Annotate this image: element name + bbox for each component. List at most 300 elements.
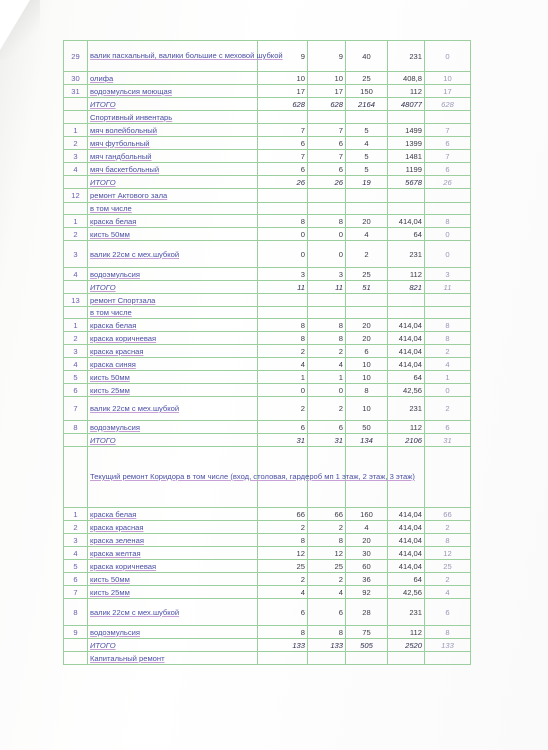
table-row (64, 358, 471, 371)
quantity-cell: 50 (346, 421, 388, 434)
item-name-cell: ремонт Спортзала (88, 294, 258, 307)
qty-actual-cell: 2 (308, 521, 346, 534)
quantity-cell: 2 (346, 241, 388, 268)
balance-cell: 7 (425, 124, 471, 137)
balance-cell (425, 307, 471, 319)
quantity-cell: 10 (346, 397, 388, 421)
qty-actual-cell: 0 (308, 384, 346, 397)
balance-cell: 8 (425, 332, 471, 345)
qty-actual-cell (308, 294, 346, 307)
qty-actual-cell: 7 (308, 150, 346, 163)
qty-actual-cell: 0 (308, 228, 346, 241)
qty-planned-cell (258, 652, 308, 665)
amount-cell: 414,04 (388, 332, 425, 345)
amount-cell: 414,04 (388, 521, 425, 534)
amount-cell: 1199 (388, 163, 425, 176)
row-number-cell: 4 (64, 358, 88, 371)
quantity-cell: 10 (346, 371, 388, 384)
balance-cell: 6 (425, 599, 471, 626)
quantity-cell (346, 307, 388, 319)
qty-planned-cell: 2 (258, 573, 308, 586)
qty-actual-cell (308, 652, 346, 665)
amount-cell: 414,04 (388, 560, 425, 573)
qty-planned-cell: 17 (258, 85, 308, 98)
row-number-cell: 4 (64, 163, 88, 176)
balance-cell: 66 (425, 508, 471, 521)
qty-actual-cell: 11 (308, 281, 346, 294)
qty-actual-cell: 7 (308, 124, 346, 137)
table-row (64, 384, 471, 397)
amount-cell: 414,04 (388, 345, 425, 358)
item-name-cell: водоэмульсия (88, 421, 258, 434)
qty-actual-cell: 6 (308, 137, 346, 150)
balance-cell: 2 (425, 345, 471, 358)
amount-cell (388, 189, 425, 203)
balance-cell: 12 (425, 547, 471, 560)
qty-actual-cell: 6 (308, 421, 346, 434)
row-number-cell: 4 (64, 547, 88, 560)
balance-cell: 3 (425, 268, 471, 281)
qty-actual-cell: 9 (308, 41, 346, 72)
row-number-cell (64, 652, 88, 665)
qty-planned-cell: 25 (258, 560, 308, 573)
quantity-cell: 28 (346, 599, 388, 626)
quantity-cell (346, 203, 388, 215)
row-number-cell: 7 (64, 397, 88, 421)
balance-cell: 8 (425, 626, 471, 639)
table-row (64, 241, 471, 268)
balance-cell (425, 111, 471, 124)
total-row (64, 639, 471, 652)
row-number-cell: 1 (64, 215, 88, 228)
balance-cell (425, 203, 471, 215)
total-row (64, 98, 471, 111)
quantity-cell: 36 (346, 573, 388, 586)
qty-planned-cell: 26 (258, 176, 308, 189)
qty-planned-cell: 8 (258, 626, 308, 639)
amount-cell: 48077 (388, 98, 425, 111)
qty-actual-cell: 17 (308, 85, 346, 98)
table-row (64, 626, 471, 639)
qty-actual-cell: 133 (308, 639, 346, 652)
qty-planned-cell: 8 (258, 319, 308, 332)
item-name-cell: мяч футбольный (88, 137, 258, 150)
qty-actual-cell: 26 (308, 176, 346, 189)
item-name-cell: мяч волейбольный (88, 124, 258, 137)
qty-actual-cell (308, 307, 346, 319)
table-row (64, 508, 471, 521)
balance-cell: 2 (425, 573, 471, 586)
balance-cell: 6 (425, 163, 471, 176)
item-name-cell: ремонт Актового зала (88, 189, 258, 203)
qty-actual-cell: 8 (308, 319, 346, 332)
row-number-cell: 2 (64, 137, 88, 150)
row-number-cell (64, 434, 88, 447)
amount-cell: 64 (388, 573, 425, 586)
table-row (64, 521, 471, 534)
table-row (64, 371, 471, 384)
qty-planned-cell: 4 (258, 358, 308, 371)
amount-cell (388, 652, 425, 665)
qty-planned-cell: 31 (258, 434, 308, 447)
amount-cell (388, 203, 425, 215)
qty-planned-cell: 6 (258, 163, 308, 176)
row-number-cell: 1 (64, 319, 88, 332)
item-name-cell: краска красная (88, 345, 258, 358)
row-number-cell: 31 (64, 85, 88, 98)
qty-actual-cell: 31 (308, 434, 346, 447)
balance-cell: 8 (425, 534, 471, 547)
balance-cell: 0 (425, 228, 471, 241)
qty-actual-cell: 3 (308, 268, 346, 281)
balance-cell: 0 (425, 241, 471, 268)
amount-cell: 5678 (388, 176, 425, 189)
amount-cell: 414,04 (388, 215, 425, 228)
item-name-cell: водоэмульсия (88, 626, 258, 639)
qty-actual-cell: 2 (308, 345, 346, 358)
qty-actual-cell: 628 (308, 98, 346, 111)
qty-planned-cell: 1 (258, 371, 308, 384)
item-name-cell: водоэмульсия моющая (88, 85, 258, 98)
balance-cell: 25 (425, 560, 471, 573)
qty-actual-cell: 1 (308, 371, 346, 384)
qty-actual-cell: 66 (308, 508, 346, 521)
balance-cell: 628 (425, 98, 471, 111)
amount-cell (388, 294, 425, 307)
quantity-cell: 5 (346, 124, 388, 137)
qty-actual-cell (308, 203, 346, 215)
qty-planned-cell: 0 (258, 241, 308, 268)
item-name-cell: кисть 25мм (88, 384, 258, 397)
table-row (64, 319, 471, 332)
total-row (64, 281, 471, 294)
balance-cell: 26 (425, 176, 471, 189)
quantity-cell: 40 (346, 41, 388, 72)
amount-cell: 2106 (388, 434, 425, 447)
row-number-cell: 9 (64, 626, 88, 639)
quantity-cell: 92 (346, 586, 388, 599)
balance-cell: 0 (425, 41, 471, 72)
item-name-cell: кисть 50мм (88, 573, 258, 586)
table-row (64, 163, 471, 176)
quantity-cell: 20 (346, 332, 388, 345)
balance-cell: 8 (425, 319, 471, 332)
row-number-cell: 7 (64, 586, 88, 599)
qty-actual-cell: 2 (308, 573, 346, 586)
qty-planned-cell: 2 (258, 397, 308, 421)
item-name-cell: краска коричневая (88, 332, 258, 345)
qty-planned-cell: 10 (258, 72, 308, 85)
qty-planned-cell: 2 (258, 521, 308, 534)
balance-cell: 6 (425, 421, 471, 434)
table-row (64, 534, 471, 547)
amount-cell: 1499 (388, 124, 425, 137)
item-name-cell: олифа (88, 72, 258, 85)
qty-planned-cell: 628 (258, 98, 308, 111)
row-number-cell: 5 (64, 371, 88, 384)
amount-cell: 821 (388, 281, 425, 294)
table-row (64, 111, 471, 124)
qty-actual-cell: 12 (308, 547, 346, 560)
qty-actual-cell: 8 (308, 626, 346, 639)
quantity-cell: 160 (346, 508, 388, 521)
table-row (64, 137, 471, 150)
item-name-cell: кисть 50мм (88, 228, 258, 241)
qty-planned-cell: 0 (258, 384, 308, 397)
amount-cell: 231 (388, 41, 425, 72)
balance-cell: 11 (425, 281, 471, 294)
quantity-cell: 6 (346, 345, 388, 358)
table-row (64, 203, 471, 215)
qty-planned-cell: 7 (258, 150, 308, 163)
amount-cell: 408,8 (388, 72, 425, 85)
qty-actual-cell: 4 (308, 586, 346, 599)
balance-cell: 4 (425, 358, 471, 371)
row-number-cell: 1 (64, 124, 88, 137)
qty-planned-cell (258, 294, 308, 307)
quantity-cell: 60 (346, 560, 388, 573)
amount-cell (388, 307, 425, 319)
quantity-cell: 30 (346, 547, 388, 560)
quantity-cell: 150 (346, 85, 388, 98)
quantity-cell: 25 (346, 72, 388, 85)
quantity-cell: 20 (346, 319, 388, 332)
table-row (64, 150, 471, 163)
table-row (64, 560, 471, 573)
row-number-cell: 29 (64, 41, 88, 72)
row-number-cell: 8 (64, 421, 88, 434)
quantity-cell: 8 (346, 384, 388, 397)
qty-planned-cell (258, 307, 308, 319)
quantity-cell (346, 189, 388, 203)
qty-actual-cell: 2 (308, 397, 346, 421)
row-number-cell (64, 447, 88, 508)
quantity-cell (346, 111, 388, 124)
row-number-cell (64, 203, 88, 215)
table-row (64, 189, 471, 203)
balance-cell: 31 (425, 434, 471, 447)
table-row (64, 573, 471, 586)
quantity-cell (346, 652, 388, 665)
item-name-cell: ИТОГО (88, 639, 258, 652)
quantity-cell: 5 (346, 150, 388, 163)
item-name-cell: кисть 25мм (88, 586, 258, 599)
quantity-cell: 25 (346, 268, 388, 281)
inventory-table (63, 40, 471, 665)
quantity-cell: 19 (346, 176, 388, 189)
item-name-cell: Спортивный инвентарь (88, 111, 258, 124)
quantity-cell: 4 (346, 228, 388, 241)
row-number-cell: 6 (64, 573, 88, 586)
item-name-cell: краска красная (88, 521, 258, 534)
row-number-cell (64, 639, 88, 652)
item-name-cell: валик 22см с мех.шубкой (88, 397, 258, 421)
quantity-cell: 51 (346, 281, 388, 294)
amount-cell: 1399 (388, 137, 425, 150)
row-number-cell (64, 281, 88, 294)
qty-planned-cell: 11 (258, 281, 308, 294)
qty-planned-cell (258, 189, 308, 203)
qty-planned-cell: 4 (258, 586, 308, 599)
amount-cell: 414,04 (388, 508, 425, 521)
item-name-cell: ИТОГО (88, 98, 258, 111)
item-name-cell: в том числе (88, 307, 258, 319)
table-row (64, 307, 471, 319)
table-row (64, 124, 471, 137)
qty-planned-cell: 6 (258, 137, 308, 150)
qty-actual-cell (308, 189, 346, 203)
item-name-cell: краска коричневая (88, 560, 258, 573)
item-name-cell: в том числе (88, 203, 258, 215)
balance-cell: 7 (425, 150, 471, 163)
table-row (64, 72, 471, 85)
row-number-cell: 3 (64, 241, 88, 268)
qty-actual-cell: 6 (308, 163, 346, 176)
item-name-cell: ИТОГО (88, 434, 258, 447)
balance-cell: 10 (425, 72, 471, 85)
item-name-cell: ИТОГО (88, 281, 258, 294)
quantity-cell: 4 (346, 137, 388, 150)
balance-cell (425, 294, 471, 307)
row-number-cell (64, 307, 88, 319)
table-row (64, 228, 471, 241)
row-number-cell: 8 (64, 599, 88, 626)
amount-cell: 112 (388, 85, 425, 98)
quantity-cell: 5 (346, 163, 388, 176)
amount-cell: 231 (388, 599, 425, 626)
table-row (64, 41, 471, 72)
amount-cell: 414,04 (388, 534, 425, 547)
quantity-cell: 2164 (346, 98, 388, 111)
table-row (64, 652, 471, 665)
quantity-cell: 75 (346, 626, 388, 639)
qty-planned-cell (258, 111, 308, 124)
total-row (64, 434, 471, 447)
row-number-cell: 3 (64, 345, 88, 358)
qty-actual-cell: 10 (308, 72, 346, 85)
row-number-cell: 2 (64, 521, 88, 534)
row-number-cell: 3 (64, 150, 88, 163)
amount-cell: 112 (388, 626, 425, 639)
amount-cell: 112 (388, 268, 425, 281)
balance-cell: 2 (425, 397, 471, 421)
item-name-cell: мяч баскетбольный (88, 163, 258, 176)
qty-actual-cell: 25 (308, 560, 346, 573)
qty-planned-cell (258, 203, 308, 215)
folded-corner (0, 0, 30, 50)
balance-cell: 8 (425, 215, 471, 228)
row-number-cell: 4 (64, 268, 88, 281)
row-number-cell: 12 (64, 189, 88, 203)
amount-cell: 414,04 (388, 547, 425, 560)
quantity-cell: 4 (346, 521, 388, 534)
item-name-cell: краска белая (88, 508, 258, 521)
balance-cell: 133 (425, 639, 471, 652)
row-number-cell: 1 (64, 508, 88, 521)
table-row (64, 447, 471, 508)
table-row (64, 586, 471, 599)
qty-planned-cell: 8 (258, 534, 308, 547)
quantity-cell (346, 294, 388, 307)
qty-planned-cell: 0 (258, 228, 308, 241)
quantity-cell: 20 (346, 534, 388, 547)
row-number-cell: 6 (64, 384, 88, 397)
balance-cell: 6 (425, 137, 471, 150)
amount-cell: 2520 (388, 639, 425, 652)
item-name-cell: водоэмульсия (88, 268, 258, 281)
row-number-cell: 5 (64, 560, 88, 573)
balance-cell: 1 (425, 371, 471, 384)
table-row (64, 599, 471, 626)
item-name-cell: мяч гандбольный (88, 150, 258, 163)
quantity-cell: 20 (346, 215, 388, 228)
row-number-cell: 30 (64, 72, 88, 85)
qty-planned-cell: 3 (258, 268, 308, 281)
qty-actual-cell: 6 (308, 599, 346, 626)
qty-planned-cell: 133 (258, 639, 308, 652)
table-row (64, 85, 471, 98)
qty-planned-cell: 6 (258, 421, 308, 434)
qty-planned-cell: 8 (258, 215, 308, 228)
table-row (64, 547, 471, 560)
table-row (64, 345, 471, 358)
item-name-cell: краска белая (88, 215, 258, 228)
qty-planned-cell: 8 (258, 332, 308, 345)
item-name-cell: кисть 50мм (88, 371, 258, 384)
balance-cell: 4 (425, 586, 471, 599)
quantity-cell: 10 (346, 358, 388, 371)
amount-cell: 1481 (388, 150, 425, 163)
item-name-cell: Текущий ремонт Коридора в том числе (вход, столовая, гардероб мп 1 этаж, 2 этаж, 3 этаж) (88, 447, 258, 508)
amount-cell: 414,04 (388, 358, 425, 371)
item-name-cell: краска зеленая (88, 534, 258, 547)
qty-planned-cell: 12 (258, 547, 308, 560)
balance-cell: 2 (425, 521, 471, 534)
table-row (64, 294, 471, 307)
row-number-cell: 13 (64, 294, 88, 307)
table-row (64, 397, 471, 421)
amount-cell (388, 111, 425, 124)
balance-cell (425, 447, 471, 508)
qty-actual-cell: 8 (308, 215, 346, 228)
row-number-cell: 2 (64, 228, 88, 241)
amount-cell: 231 (388, 397, 425, 421)
table-body (64, 41, 471, 665)
row-number-cell (64, 98, 88, 111)
balance-cell (425, 189, 471, 203)
item-name-cell: валик пасхальный, валики большие с меховой шубкой (88, 41, 258, 72)
table-row (64, 421, 471, 434)
balance-cell (425, 652, 471, 665)
table-row (64, 332, 471, 345)
qty-actual-cell: 8 (308, 534, 346, 547)
amount-cell: 42,56 (388, 586, 425, 599)
item-name-cell: валик 22см с мех.шубкой (88, 241, 258, 268)
qty-planned-cell: 9 (258, 41, 308, 72)
balance-cell: 0 (425, 384, 471, 397)
total-row (64, 176, 471, 189)
amount-cell: 64 (388, 228, 425, 241)
row-number-cell: 2 (64, 332, 88, 345)
balance-cell: 17 (425, 85, 471, 98)
item-name-cell: краска белая (88, 319, 258, 332)
qty-planned-cell: 2 (258, 345, 308, 358)
qty-actual-cell: 8 (308, 332, 346, 345)
table-row (64, 215, 471, 228)
qty-planned-cell: 7 (258, 124, 308, 137)
item-name-cell: ИТОГО (88, 176, 258, 189)
row-number-cell: 3 (64, 534, 88, 547)
